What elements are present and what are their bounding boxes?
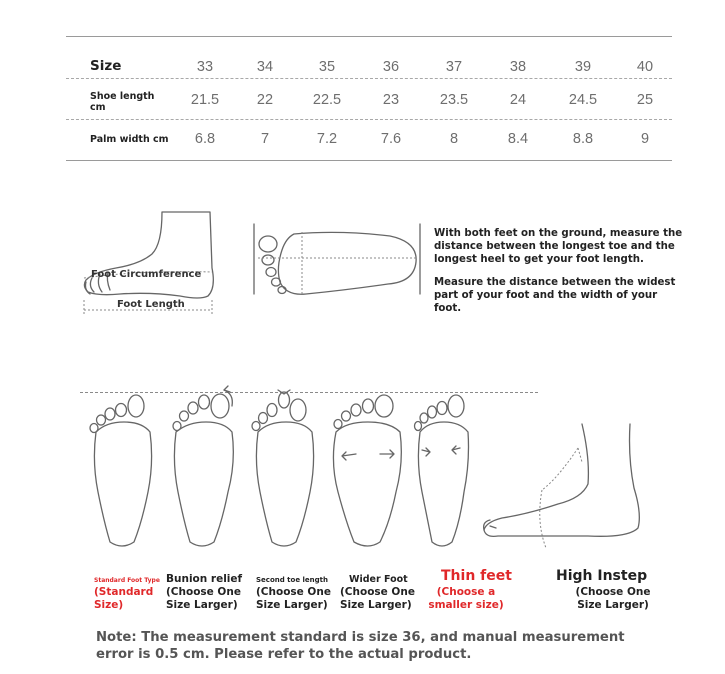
size-cell: 37 xyxy=(445,59,463,75)
shoe-length-cell: 23.5 xyxy=(439,92,469,108)
size-cell: 39 xyxy=(574,59,592,75)
foot-type-title-second-toe: Second toe length xyxy=(256,576,328,584)
shoe-length-cell: 21.5 xyxy=(190,92,220,108)
foot-type-title-wider: Wider Foot xyxy=(349,574,408,585)
shoe-length-cell: 23 xyxy=(382,92,400,108)
shoe-length-cell: 24 xyxy=(509,92,527,108)
palm-width-cell: 7.6 xyxy=(380,131,402,147)
foot-type-subtitle-second-toe: (Choose One Size Larger) xyxy=(256,586,331,611)
table-bottom-rule xyxy=(66,160,672,161)
row-label-shoe-length: Shoe length cm xyxy=(90,91,155,113)
size-cell: 33 xyxy=(196,59,214,75)
shoe-length-cell: 22 xyxy=(256,92,274,108)
foot-type-title-standard: Standard Foot Type xyxy=(94,577,160,584)
foot-type-subtitle-bunion: (Choose One Size Larger) xyxy=(166,586,241,611)
bunion-foot-illustration xyxy=(166,384,240,552)
foot-type-subtitle-standard: (Standard Size) xyxy=(94,586,154,611)
row-label-size: Size xyxy=(90,58,122,74)
size-cell: 34 xyxy=(256,59,274,75)
palm-width-cell: 7.2 xyxy=(316,131,338,147)
high-instep-illustration xyxy=(478,418,646,558)
instruction-foot-width: Measure the distance between the widest part of your foot and the width of your foot. xyxy=(434,277,676,314)
foot-type-title-high-instep: High Instep xyxy=(556,568,648,584)
foot-circumference-label: Foot Circumference xyxy=(91,269,202,280)
shoe-length-cell: 22.5 xyxy=(312,92,342,108)
row-label-palm-width: Palm width cm xyxy=(90,134,169,145)
shoe-length-cell: 24.5 xyxy=(568,92,598,108)
size-cell: 38 xyxy=(509,59,527,75)
table-row-palm-width xyxy=(66,120,672,160)
palm-width-cell: 8 xyxy=(449,131,459,147)
table-row-shoe-length xyxy=(66,79,672,119)
palm-width-cell: 8.4 xyxy=(507,131,529,147)
second-toe-foot-illustration xyxy=(248,388,322,552)
palm-width-cell: 9 xyxy=(640,131,650,147)
instruction-foot-length: With both feet on the ground, measure the distance between the longest toe and the longest heel to get your foot length. xyxy=(434,228,683,265)
palm-width-cell: 7 xyxy=(260,131,270,147)
palm-width-cell: 8.8 xyxy=(572,131,594,147)
foot-length-label: Foot Length xyxy=(117,299,185,310)
foot-type-title-bunion: Bunion relief xyxy=(166,573,243,585)
size-cell: 35 xyxy=(318,59,336,75)
shoe-length-cell: 25 xyxy=(636,92,654,108)
foot-type-title-thin: Thin feet xyxy=(441,568,512,584)
foot-type-subtitle-wider: (Choose One Size Larger) xyxy=(340,586,415,611)
foot-type-subtitle-thin: (Choose a smaller size) xyxy=(428,586,504,611)
palm-width-cell: 6.8 xyxy=(194,131,216,147)
wider-foot-illustration xyxy=(328,388,408,552)
size-cell: 40 xyxy=(636,59,654,75)
measurement-note: Note: The measurement standard is size 36, and manual measurement error is 0.5 cm. Please refer to the actual product. xyxy=(96,630,625,662)
standard-foot-illustration xyxy=(86,392,160,552)
top-foot-illustration xyxy=(250,220,425,300)
thin-foot-illustration xyxy=(410,390,478,552)
size-cell: 36 xyxy=(382,59,400,75)
table-top-rule xyxy=(66,36,672,37)
foot-type-subtitle-high-instep: (Choose One Size Larger) xyxy=(575,586,651,611)
